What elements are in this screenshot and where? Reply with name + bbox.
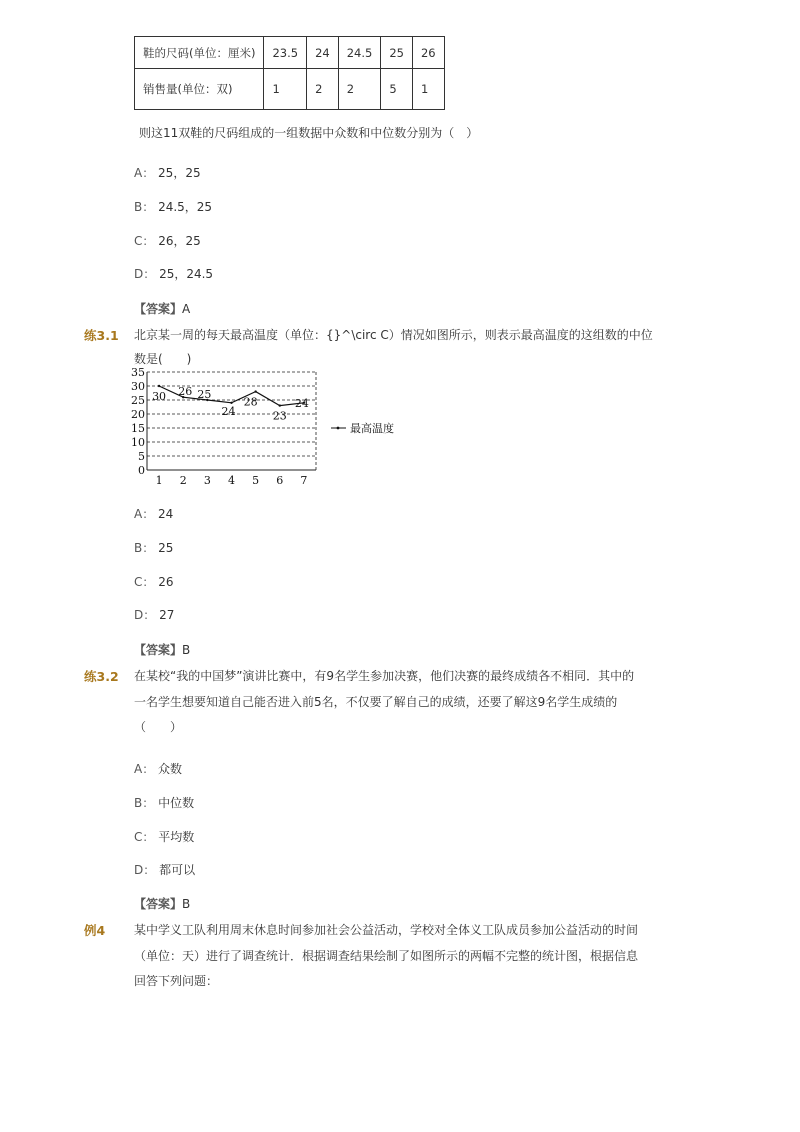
table-cell: 5 [381,69,413,110]
option-label: C： [134,830,155,844]
question-text: 回答下列问题： [134,974,219,988]
table-row [135,69,445,110]
option-label: D： [134,267,156,281]
x-tick-label: 3 [203,474,211,487]
x-tick-label: 6 [276,474,284,487]
x-tick-label: 2 [179,474,187,487]
option-label: D： [134,608,156,622]
answer-value: B [182,643,191,657]
option-d[interactable] [134,861,195,878]
y-tick-label: 35 [131,368,145,379]
option-text: 26 [158,575,174,589]
table-cell: 26 [412,37,444,69]
option-label: B： [134,541,155,555]
table-row [135,37,445,69]
table-cell: 25 [381,37,413,69]
option-text: 中位数 [158,796,195,810]
table-cell: 2 [338,69,381,110]
option-text: 平均数 [158,830,195,844]
x-tick-label: 1 [155,474,163,487]
answer-value: B [182,897,191,911]
y-tick-label: 20 [131,408,145,421]
option-b[interactable] [134,794,194,811]
temperature-line-chart [130,368,410,490]
option-d[interactable] [134,606,174,623]
y-tick-label: 15 [131,422,145,435]
question-text: （ ） [134,720,183,734]
option-a[interactable] [134,164,201,181]
data-label: 30 [152,390,167,403]
question-number: 例4 [84,923,106,938]
table-cell: 24.5 [338,37,381,69]
data-label: 24 [294,396,309,410]
option-text: 25，24.5 [159,267,214,281]
option-text: 24.5，25 [158,200,213,214]
option-b[interactable] [134,539,173,556]
option-label: B： [134,200,155,214]
option-label: A： [134,507,155,521]
answer-tag: 【答案】 [134,302,183,316]
data-label: 26 [178,385,193,399]
legend-label: 最高温度 [350,422,394,435]
option-c[interactable] [134,828,194,845]
data-label: 25 [197,388,212,401]
table-cell: 1 [412,69,444,110]
table-cell: 1 [264,69,307,110]
question-text: 一名学生想要知道自己能否进入前5名，不仅要了解自己的成绩，还要了解这9名学生成绩的 [134,695,618,709]
question-text: 则这11双鞋的尺码组成的一组数据中众数和中位数分别为（ ） [139,126,479,140]
option-c[interactable] [134,573,174,590]
data-point [254,390,256,392]
answer [134,300,190,317]
data-point [230,402,232,404]
x-tick-label: 4 [228,474,235,487]
y-tick-label: 30 [131,380,145,393]
answer-tag: 【答案】 [134,897,183,911]
y-tick-label: 10 [131,436,145,449]
option-label: B： [134,796,155,810]
data-point [158,385,160,387]
data-label: 28 [243,395,258,409]
option-text: 25 [158,541,174,555]
table-header-cell: 鞋的尺码(单位：厘米) [135,37,264,69]
option-a[interactable] [134,505,173,522]
question-text: （单位：天）进行了调查统计．根据调查结果绘制了如图所示的两幅不完整的统计图，根据信息 [134,949,639,963]
option-text: 25，25 [158,166,201,180]
chart-plot [131,368,394,487]
question-text: 某中学义工队利用周末休息时间参加社会公益活动，学校对全体义工队成员参加公益活动的时间 [134,923,639,937]
answer [134,895,190,912]
option-b[interactable] [134,198,212,215]
x-tick-label: 7 [300,474,308,487]
data-point [279,404,281,406]
option-label: A： [134,762,155,776]
question-text: 北京某一周的每天最高温度（单位：{}^\circ C）情况如图所示，则表示最高温度的这组数的中位 [134,328,653,342]
y-tick-label: 0 [138,464,145,477]
answer [134,641,190,658]
x-tick-label: 5 [252,474,260,487]
data-label: 24 [221,404,236,418]
option-text: 众数 [158,762,183,776]
option-a[interactable] [134,760,182,777]
question-text: 数是( ) [134,352,192,366]
question-text: 在某校“我的中国梦”演讲比赛中，有9名学生参加决赛，他们决赛的最终成绩各不相同．其中的 [134,669,635,683]
table-cell: 24 [307,37,339,69]
table-cell: 2 [307,69,339,110]
option-d[interactable] [134,265,213,282]
option-label: C： [134,234,155,248]
y-tick-label: 5 [138,450,145,463]
option-label: D： [134,863,156,877]
y-tick-label: 25 [131,394,145,407]
question-number: 练3.1 [84,328,119,343]
option-label: C： [134,575,155,589]
data-label: 23 [272,409,287,423]
option-text: 都可以 [159,863,196,877]
option-text: 26，25 [158,234,201,248]
option-text: 24 [158,507,174,521]
option-label: A： [134,166,155,180]
question-number: 练3.2 [84,669,119,684]
table-header-cell: 销售量(单位：双) [135,69,264,110]
shoe-size-table [134,36,445,110]
option-c[interactable] [134,232,201,249]
legend-marker [337,427,340,430]
answer-tag: 【答案】 [134,643,183,657]
answer-value: A [182,302,191,316]
table-cell: 23.5 [264,37,307,69]
option-text: 27 [159,608,175,622]
